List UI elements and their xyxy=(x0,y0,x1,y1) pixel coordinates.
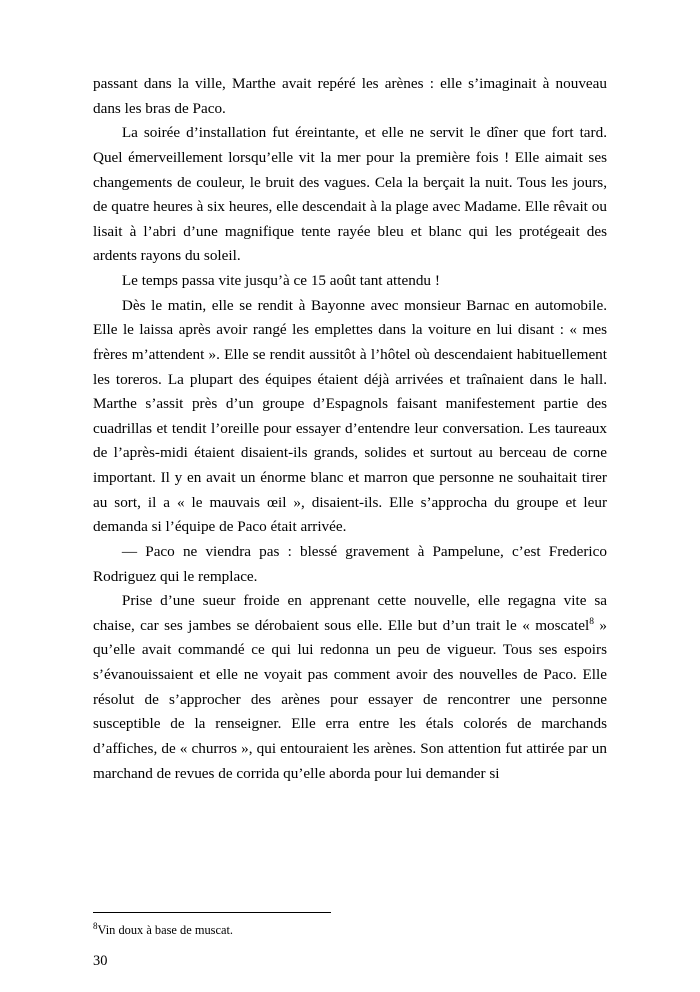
paragraph-6 xyxy=(93,589,607,786)
paragraph-6-text-after-note: » qu’elle avait commandé ce qui lui redonna un peu de vigueur. Tous ses espoirs s’évanouissaient et elle ne voyait pas comment avoir des nouvelles de Paco. Elle résolut de s’approcher des arènes pour essayer de rencontrer une personne susceptible de la renseigner. Elle erra entre les étals colorés de marchands d’affiches, de « churros », qui entouraient les arènes. Son attention fut attirée par un marchand de revues de corrida qu’elle aborda pour lui demander si xyxy=(93,616,608,782)
paragraph-3: Le temps passa vite jusqu’à ce 15 août tant attendu ! xyxy=(121,272,440,289)
footnote-text: Vin doux à base de muscat. xyxy=(97,923,234,938)
paragraph-2: La soirée d’installation fut éreintante, et elle ne servit le dîner que fort tard. Quel émerveillement lorsqu’elle vit la mer pour la première fois ! Elle aimait ses changements de couleur, le bruit des vagues. Cela la berçait la nuit. Tous les jours, de quatre heures à six heures, elle descendait à la plage avec Madame. Elle rêvait ou lisait à l’abri d’une magnifique tente rayée bleu et blanc qui les protégeait des ardents rayons du soleil. xyxy=(93,124,607,265)
paragraph-6-text-before-note: Prise d’une sueur froide en apprenant cette nouvelle, elle regagna vite sa chaise, car ses jambes se dérobaient sous elle. Elle but d’un trait le « moscatel xyxy=(93,592,607,634)
paragraph-continuation: passant dans la ville, Marthe avait repéré les arènes : elle s’imaginait à nouveau dans les bras de Paco. xyxy=(93,75,607,117)
paragraph-dialogue: — Paco ne viendra pas : blessé gravement à Pampelune, c’est Frederico Rodriguez qui le remplace. xyxy=(93,542,607,585)
body-text xyxy=(93,72,607,786)
footnote-separator-rule xyxy=(93,912,331,913)
paragraph-4: Dès le matin, elle se rendit à Bayonne avec monsieur Barnac en automobile. Elle le laissa après avoir rangé les emplettes dans la voiture en lui disant : « mes frères m’attendent ». Elle se rendit aussitôt à l’hôtel où descendaient habituellement les toreros. La plupart des équipes étaient déjà arrivées et traînaient dans le hall. Marthe s’assit près d’un groupe d’Espagnols faisant manifestement partie des cuadrillas et tendit l’oreille pour essayer d’entendre leur conversation. Les taureaux de l’après-midi étaient disaient-ils grands, solides et surtout au berceau de corne important. Il y en avait un énorme blanc et marron que personne ne souhaitait tirer au sort, il a « le mauvais œil », disaient-ils. Elle s’approcha du groupe et leur demanda si l’équipe de Paco était arrivée. xyxy=(93,296,607,536)
footnote-entry xyxy=(93,922,607,940)
page-number: 30 xyxy=(93,952,108,969)
footnote-area xyxy=(93,912,607,940)
footnote-reference-marker[interactable]: 8 xyxy=(589,616,594,627)
footnote-marker: 8 xyxy=(93,920,98,931)
